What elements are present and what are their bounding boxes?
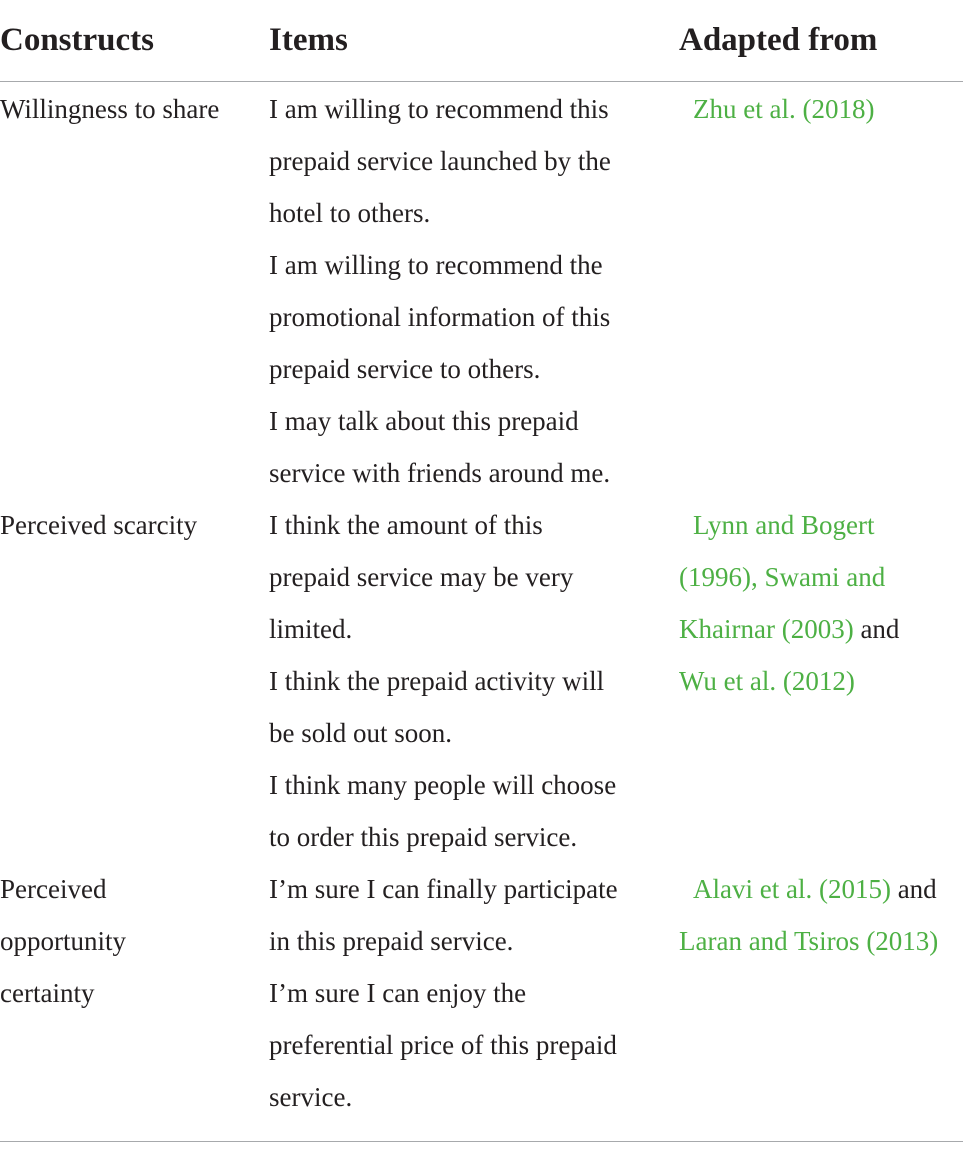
source-cell [679,863,963,967]
table-row [0,83,963,499]
source-conjunction: and [890,874,937,904]
construct-name-line: Willingness to share [0,94,220,124]
item-text-line: service. [269,1082,353,1112]
item-text-line: I think the amount of this [269,510,543,540]
item-text-line: I may talk about this prepaid [269,406,579,436]
items-cell [269,863,664,1123]
header-items: Items [269,22,348,58]
table-row [0,863,963,1123]
citation-link[interactable]: (1996), Swami and [679,562,886,592]
construct-cell [0,499,262,551]
item-text-line: prepaid service to others. [269,354,541,384]
citation-link[interactable]: Laran and Tsiros (2013) [679,926,939,956]
item-text-line: service with friends around me. [269,458,611,488]
item-text-line: I think the prepaid activity will [269,666,605,696]
citation-link[interactable]: Wu et al. (2012) [679,666,855,696]
item-text-line: prepaid service launched by the [269,146,611,176]
source-cell [679,83,963,135]
source-line [679,83,963,135]
item-text-line: I am willing to recommend the [269,250,603,280]
source-conjunction: and [853,614,900,644]
item-text-line: I am willing to recommend this [269,94,609,124]
item-text-line: be sold out soon. [269,718,453,748]
construct-name-line: opportunity [0,926,126,956]
citation-link[interactable]: Alavi et al. (2015) [693,874,891,904]
item-text-line: preferential price of this prepaid [269,1030,617,1060]
source-line [679,915,963,967]
item-text-line: I’m sure I can enjoy the [269,978,527,1008]
item-text-line: I think many people will choose [269,770,617,800]
item-text-line: hotel to others. [269,198,431,228]
source-cell [679,499,963,707]
citation-link[interactable]: Zhu et al. (2018) [693,94,875,124]
item-text-line: to order this prepaid service. [269,822,578,852]
items-cell [269,83,664,499]
item-text-line: limited. [269,614,353,644]
construct-cell [0,863,262,1019]
source-line [679,603,963,655]
source-line [679,863,963,915]
construct-name-line: certainty [0,978,95,1008]
header-adapted-from: Adapted from [679,22,878,58]
item-text-line: promotional information of this [269,302,611,332]
item-text-line: I’m sure I can finally participate [269,874,618,904]
table-bottom-rule [0,1141,963,1142]
citation-link[interactable]: Lynn and Bogert [693,510,875,540]
item-text-line: in this prepaid service. [269,926,514,956]
construct-name-line: Perceived scarcity [0,510,198,540]
construct-name-line: Perceived [0,874,107,904]
source-line [679,499,963,551]
citation-link[interactable]: Khairnar (2003) [679,614,854,644]
source-line [679,655,963,707]
header-constructs: Constructs [0,22,154,58]
construct-cell [0,83,262,135]
item-text-line: prepaid service may be very [269,562,574,592]
table-header-row [0,0,963,82]
source-line [679,551,963,603]
table-row [0,499,963,863]
items-cell [269,499,664,863]
